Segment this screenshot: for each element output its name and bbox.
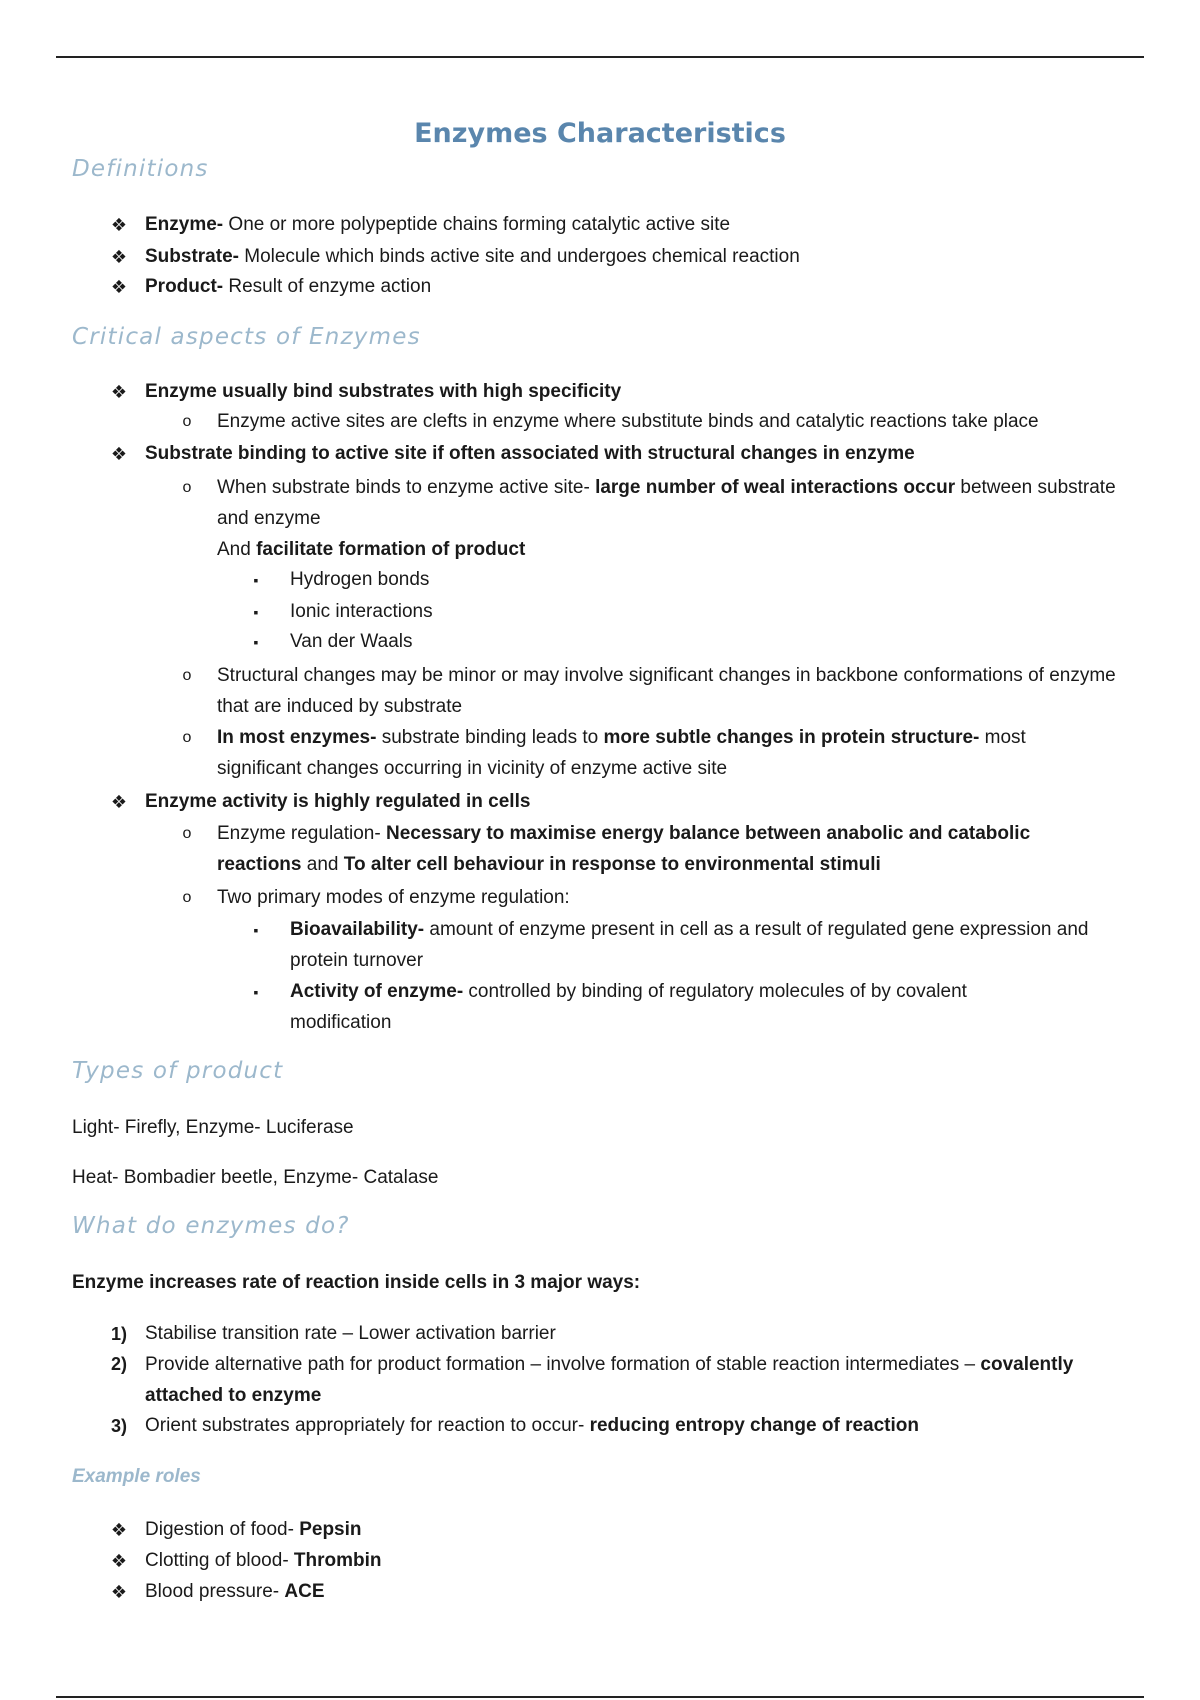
sub-point: Structural changes may be minor or may involve significant changes in backbone conformations of enzyme that are induced by substrate [217,665,1116,717]
circle-bullet-icon: o [182,825,192,842]
bond-item: Ionic interactions [290,601,433,622]
types-of-product-heading: Types of product [72,1058,284,1084]
definition-item [145,273,431,301]
numbered-item-emphasis: reducing entropy change of reaction [589,1415,919,1436]
numbered-item-text: Orient substrates appropriately for reaction to occur- [145,1415,590,1436]
definition-text: Molecule which binds active site and undergoes chemical reaction [238,246,800,267]
list-number: 3) [110,1416,127,1436]
sub-point-emphasis: large number of weal interactions occur [595,477,956,498]
definition-item [145,243,800,271]
circle-bullet-icon: o [182,479,192,496]
what-intro [72,1269,640,1297]
regulation-mode-text: amount of enzyme present in cell as a result of regulated gene expression and protein turnover [290,919,1089,971]
diamond-bullet-icon: ❖ [110,277,128,297]
example-role [145,1578,325,1606]
definition-text: One or more polypeptide chains forming catalytic active site [223,214,731,235]
regulation-mode [290,914,1130,976]
square-bullet-icon: ▪ [253,572,259,588]
regulation-mode-text: controlled by binding of regulatory molecules of by covalent modification [290,981,967,1033]
square-bullet-icon: ▪ [253,634,259,650]
product-type-line: Light- Firefly, Enzyme- Luciferase [72,1117,354,1138]
sub-point-text: And [217,539,257,560]
regulation-mode [290,976,1060,1038]
numbered-item [145,1349,1085,1411]
example-role [145,1516,362,1544]
diamond-bullet-icon: ❖ [110,792,128,812]
example-role-enzyme: Thrombin [293,1550,382,1571]
sub-point-emphasis: In most enzymes- [217,727,377,748]
sub-point-text: Enzyme regulation- [217,823,386,844]
numbered-item-text: Provide alternative path for product formation – involve formation of stable reaction intermediates – [145,1354,981,1375]
numbered-item: Stabilise transition rate – Lower activation barrier [145,1323,556,1344]
list-number: 2) [110,1354,127,1374]
square-bullet-icon: ▪ [253,984,259,1000]
critical-point [145,378,621,406]
circle-bullet-icon: o [182,413,192,430]
example-role-text: Digestion of food- [145,1519,300,1540]
regulation-mode-title: Bioavailability- [290,919,425,940]
page-title: Enzymes Characteristics [414,118,786,149]
definition-term: Enzyme- [145,214,224,235]
sub-point: Enzyme active sites are clefts in enzyme where substitute binds and catalytic reactions take place [217,411,1039,432]
numbered-item [145,1412,919,1440]
diamond-bullet-icon: ❖ [110,215,128,235]
sub-point-text: and [301,854,344,875]
diamond-bullet-icon: ❖ [110,1582,128,1602]
critical-point [145,788,530,816]
example-role-enzyme: ACE [284,1581,325,1602]
example-role [145,1547,382,1575]
bond-item: Hydrogen bonds [290,569,430,590]
definition-term: Substrate- [145,246,239,267]
example-role-enzyme: Pepsin [299,1519,362,1540]
sub-point [217,722,1087,784]
circle-bullet-icon: o [182,889,192,906]
sub-point-emphasis: To alter cell behaviour in response to environmental stimuli [343,854,881,875]
example-role-text: Clotting of blood- [145,1550,294,1571]
sub-point: Two primary modes of enzyme regulation: [217,887,570,908]
square-bullet-icon: ▪ [253,922,259,938]
example-roles-heading: Example roles [72,1466,201,1487]
bond-item: Van der Waals [290,631,413,652]
diamond-bullet-icon: ❖ [110,382,128,402]
sub-point-text: substrate binding leads to [376,727,604,748]
square-bullet-icon: ▪ [253,604,259,620]
circle-bullet-icon: o [182,729,192,746]
top-rule [56,56,1144,58]
numbered-item-emphasis: covalently attached to enzyme [145,1354,1074,1406]
diamond-bullet-icon: ❖ [110,444,128,464]
bottom-rule [56,1696,1144,1698]
product-type-line: Heat- Bombadier beetle, Enzyme- Catalase [72,1167,439,1188]
sub-point-emphasis: facilitate formation of product [256,539,526,560]
critical-point-title: Enzyme usually bind substrates with high specificity [145,381,622,402]
diamond-bullet-icon: ❖ [110,247,128,267]
definitions-heading: Definitions [72,156,209,182]
sub-point [217,818,1117,880]
diamond-bullet-icon: ❖ [110,1551,128,1571]
sub-point-text: most significant changes occurring in vicinity of enzyme active site [217,727,1026,779]
sub-point-text: between substrate and enzyme [217,477,1116,529]
circle-bullet-icon: o [182,667,192,684]
definition-text: Result of enzyme action [223,276,432,297]
critical-point [145,440,915,468]
critical-point-title: Substrate binding to active site if often associated with structural changes in enzyme [145,443,915,464]
regulation-mode-title: Activity of enzyme- [290,981,464,1002]
sub-point [217,472,1117,565]
sub-point-emphasis: more subtle changes in protein structure- [603,727,980,748]
what-do-enzymes-do-heading: What do enzymes do? [72,1213,350,1239]
sub-point-emphasis: Necessary to maximise energy balance between anabolic and catabolic reactions [217,823,1031,875]
definition-term: Product- [145,276,224,297]
example-role-text: Blood pressure- [145,1581,285,1602]
what-intro-text: Enzyme increases rate of reaction inside cells in 3 major ways: [72,1272,641,1293]
definition-item [145,211,730,239]
critical-point-title: Enzyme activity is highly regulated in cells [145,791,531,812]
list-number: 1) [110,1324,127,1344]
critical-aspects-heading: Critical aspects of Enzymes [72,324,421,350]
sub-point-text: When substrate binds to enzyme active site- [217,477,596,498]
diamond-bullet-icon: ❖ [110,1520,128,1540]
